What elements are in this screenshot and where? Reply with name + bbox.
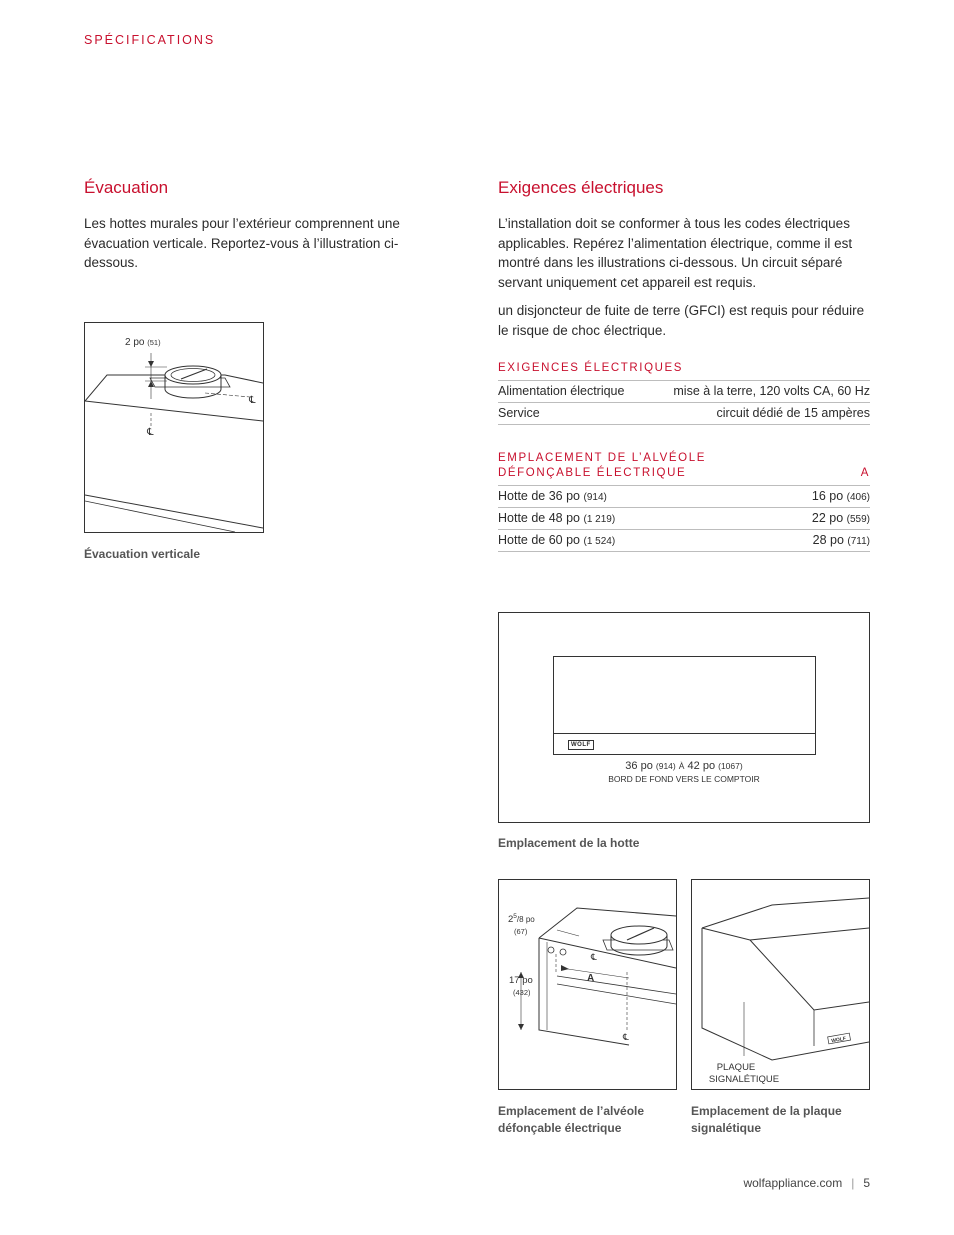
table-row bbox=[498, 507, 870, 530]
row-label: Hotte de 36 po bbox=[498, 489, 581, 503]
hood-location-caption: Emplacement de la hotte bbox=[498, 836, 640, 850]
knockout-caption-line2: défonçable électrique bbox=[498, 1121, 622, 1135]
table-row bbox=[498, 380, 870, 403]
rating-plate-figure bbox=[691, 879, 870, 1090]
hood-height-dimension bbox=[499, 760, 869, 772]
hood-location-figure bbox=[498, 612, 870, 823]
row-label: Hotte de 48 po bbox=[498, 511, 581, 525]
rating-plate-caption-line2: signalétique bbox=[691, 1121, 762, 1135]
dim-b: 42 po bbox=[687, 760, 716, 772]
row-value-metric: (406) bbox=[846, 492, 870, 503]
knockout-table-column-a: A bbox=[860, 467, 870, 479]
knockout-dim-2-metric: (432) bbox=[513, 988, 531, 997]
row-label-metric: (914) bbox=[583, 492, 607, 503]
rating-plate-illustration bbox=[692, 880, 869, 1089]
row-label-metric: (1 524) bbox=[583, 536, 616, 547]
knockout-caption-line1: Emplacement de l’alvéole bbox=[498, 1104, 645, 1118]
row-value: mise à la terre, 120 volts CA, 60 Hz bbox=[673, 384, 870, 398]
centerline-symbol: ℄ bbox=[249, 395, 256, 406]
evacuation-body: Les hottes murales pour l’extérieur comprennent une évacuation verticale. Reportez-vous à l’illustration ci-dessous. bbox=[84, 216, 400, 270]
hood-height-caption: BORD DE FOND VERS LE COMPTOIR bbox=[608, 774, 760, 784]
vertical-vent-figure bbox=[84, 322, 264, 533]
rating-plate-caption bbox=[691, 1103, 842, 1137]
knockout-table-title-line1: EMPLACEMENT DE L’ALVÉOLE bbox=[498, 452, 706, 464]
knockout-dim-1-metric: (67) bbox=[514, 927, 528, 936]
vertical-vent-caption: Évacuation verticale bbox=[84, 547, 201, 561]
centerline-symbol: ℄ bbox=[147, 427, 154, 438]
knockout-illustration bbox=[499, 880, 676, 1089]
knockout-dim-2: 17 po bbox=[509, 975, 533, 986]
rating-plate-label-1: PLAQUE bbox=[716, 1062, 756, 1073]
dim-a-metric: (914) bbox=[655, 761, 676, 771]
row-label-metric: (1 219) bbox=[583, 514, 616, 525]
centerline-symbol: ℄ bbox=[623, 1032, 629, 1042]
page-number: 5 bbox=[863, 1176, 870, 1190]
rating-plate-label-2: SIGNALÉTIQUE bbox=[708, 1074, 780, 1085]
dim-b-metric: (1067) bbox=[718, 761, 743, 771]
row-label: Service bbox=[498, 406, 540, 420]
hood-front-view bbox=[553, 656, 816, 755]
knockout-dim-1: $2^5_{/8 po}$ bbox=[508, 913, 535, 925]
table-row bbox=[498, 529, 870, 552]
electrical-paragraph-2: un disjoncteur de fuite de terre (GFCI) est requis pour réduire le risque de choc électrique. bbox=[498, 303, 865, 338]
row-value: circuit dédié de 15 ampères bbox=[716, 406, 870, 420]
row-label: Hotte de 60 po bbox=[498, 533, 581, 547]
electrical-paragraph-1: L’installation doit se conformer à tous les codes électriques applicables. Repérez l’alimentation électrique, comme il est montré dans les illustrations ci-dessous. Un circuit séparé servant uniquement cet appareil est requis. bbox=[498, 216, 853, 290]
row-value: 16 po bbox=[811, 489, 844, 503]
table-row bbox=[498, 485, 870, 508]
hood-front-edge bbox=[554, 733, 815, 734]
wolf-logo-badge: WOLF bbox=[830, 1035, 847, 1045]
vent-dim-label: 2 po (51) bbox=[125, 337, 161, 348]
dim-separator: À bbox=[678, 761, 685, 771]
evacuation-title: Évacuation bbox=[84, 178, 169, 197]
dim-a: 36 po bbox=[625, 760, 653, 772]
knockout-table-title bbox=[498, 451, 870, 486]
wolf-logo-badge: WOLF bbox=[568, 740, 594, 750]
table-row bbox=[498, 402, 870, 425]
knockout-figure bbox=[498, 879, 677, 1090]
knockout-table-title-line2: DÉFONÇABLE ÉLECTRIQUE bbox=[498, 467, 687, 479]
page-footer bbox=[743, 1176, 870, 1190]
row-label: Alimentation électrique bbox=[498, 384, 625, 398]
section-label: SPÉCIFICATIONS bbox=[84, 33, 216, 47]
row-value: 22 po bbox=[811, 511, 844, 525]
electrical-table-title: EXIGENCES ÉLECTRIQUES bbox=[498, 361, 870, 381]
footer-separator: | bbox=[851, 1176, 855, 1190]
row-value: 28 po bbox=[812, 533, 844, 547]
row-value-metric: (559) bbox=[846, 514, 870, 525]
centerline-symbol: ℄ bbox=[591, 952, 597, 962]
knockout-label-a: A bbox=[587, 973, 595, 984]
knockout-caption bbox=[498, 1103, 644, 1137]
footer-site-link[interactable]: wolfappliance.com bbox=[743, 1176, 843, 1190]
vertical-vent-illustration bbox=[85, 323, 263, 532]
rating-plate-caption-line1: Emplacement de la plaque bbox=[691, 1104, 842, 1118]
electrical-title: Exigences électriques bbox=[498, 178, 664, 197]
row-value-metric: (711) bbox=[847, 536, 870, 547]
